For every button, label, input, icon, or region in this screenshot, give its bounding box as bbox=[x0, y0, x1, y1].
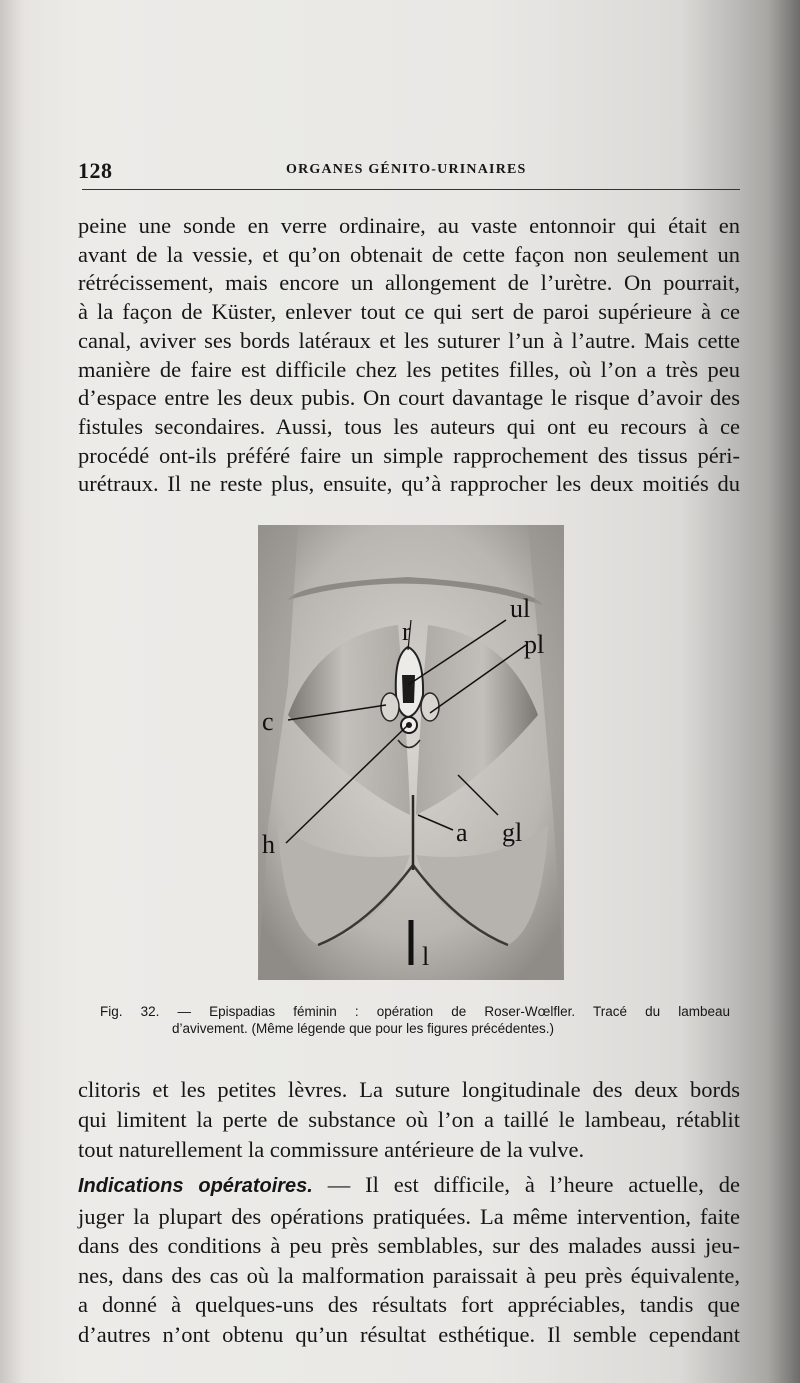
paragraph-bottom bbox=[78, 1170, 740, 1350]
text-line: avant de la vessie, et qu’on obtenait de cette façon non seulement un bbox=[78, 241, 740, 267]
text-line: clitoris et les petites lèvres. La suture longitudinale des deux bords bbox=[78, 1077, 740, 1102]
label-a: a bbox=[456, 818, 468, 847]
text-line: procédé ont-ils préféré faire un simple rapprochement des tissus péri- bbox=[78, 442, 740, 468]
caption-line: d’avivement. (Même légende que pour les figures précédentes.) bbox=[172, 1021, 554, 1036]
text-line: juger la plupart des opérations pratiquées. La même intervention, faite bbox=[78, 1203, 740, 1229]
text-line: rétrécissement, mais encore un allongement de l’urètre. On pourrait, bbox=[78, 270, 740, 296]
section-lead-in: Indications opératoires. bbox=[78, 1175, 313, 1197]
header-rule bbox=[82, 189, 740, 190]
text-line: fistules secondaires. Aussi, tous les auteurs qui ont eu recours à ce bbox=[78, 413, 740, 439]
text-line: a donné à quelques-uns des résultats fort appréciables, tandis que bbox=[78, 1292, 740, 1318]
text-line: nes, dans des cas où la malformation paraissait à peu près équivalente, bbox=[78, 1262, 740, 1288]
caption-line: Fig. 32. — Epispadias féminin : opération de Roser-Wœlfler. Tracé du lambeau bbox=[100, 1004, 730, 1019]
text-line bbox=[78, 1170, 740, 1202]
label-ul: ul bbox=[510, 594, 531, 623]
anatomical-figure bbox=[258, 525, 564, 980]
label-gl: gl bbox=[502, 818, 523, 847]
text-line: d’espace entre les deux pubis. On court davantage le risque d’avoir des bbox=[78, 385, 740, 411]
page-header bbox=[78, 152, 738, 186]
text-line: peine une sonde en verre ordinaire, au vaste entonnoir qui était en bbox=[78, 213, 740, 238]
label-c: c bbox=[262, 707, 274, 736]
figure-illustration bbox=[258, 525, 564, 980]
figure-caption bbox=[100, 1003, 730, 1037]
text-line: manière de faire est difficile chez les petites filles, où l’on a très peu bbox=[78, 356, 740, 382]
page-number: 128 bbox=[78, 158, 113, 183]
label-h: h bbox=[262, 830, 275, 859]
text-line: d’autres n’ont obtenu qu’un résultat esthétique. Il semble cependant bbox=[78, 1321, 740, 1347]
paragraph-top bbox=[78, 212, 740, 499]
running-head: ORGANES GÉNITO-URINAIRES bbox=[286, 162, 527, 177]
text-line: à la façon de Küster, enlever tout ce qui sert de paroi supérieure à ce bbox=[78, 299, 740, 325]
text-line: canal, aviver ses bords latéraux et les suturer l’un à l’autre. Mais cette bbox=[78, 327, 740, 353]
text-line: tout naturellement la commissure antérieure de la vulve. bbox=[78, 1137, 585, 1162]
paragraph-mid bbox=[78, 1075, 740, 1165]
label-l: l bbox=[422, 942, 430, 971]
lead-in-continuation: — Il est difficile, à l’heure actuelle, de bbox=[312, 1172, 740, 1197]
label-pl: pl bbox=[524, 630, 545, 659]
label-r: r bbox=[402, 617, 411, 646]
text-line: urétraux. Il ne reste plus, ensuite, qu’à rapprocher les deux moitiés du bbox=[78, 471, 740, 497]
text-line: qui limitent la perte de substance où l’on a taillé le lambeau, rétablit bbox=[78, 1107, 740, 1132]
text-line: dans des conditions à peu près semblables, sur des malades aussi jeu- bbox=[78, 1233, 740, 1259]
